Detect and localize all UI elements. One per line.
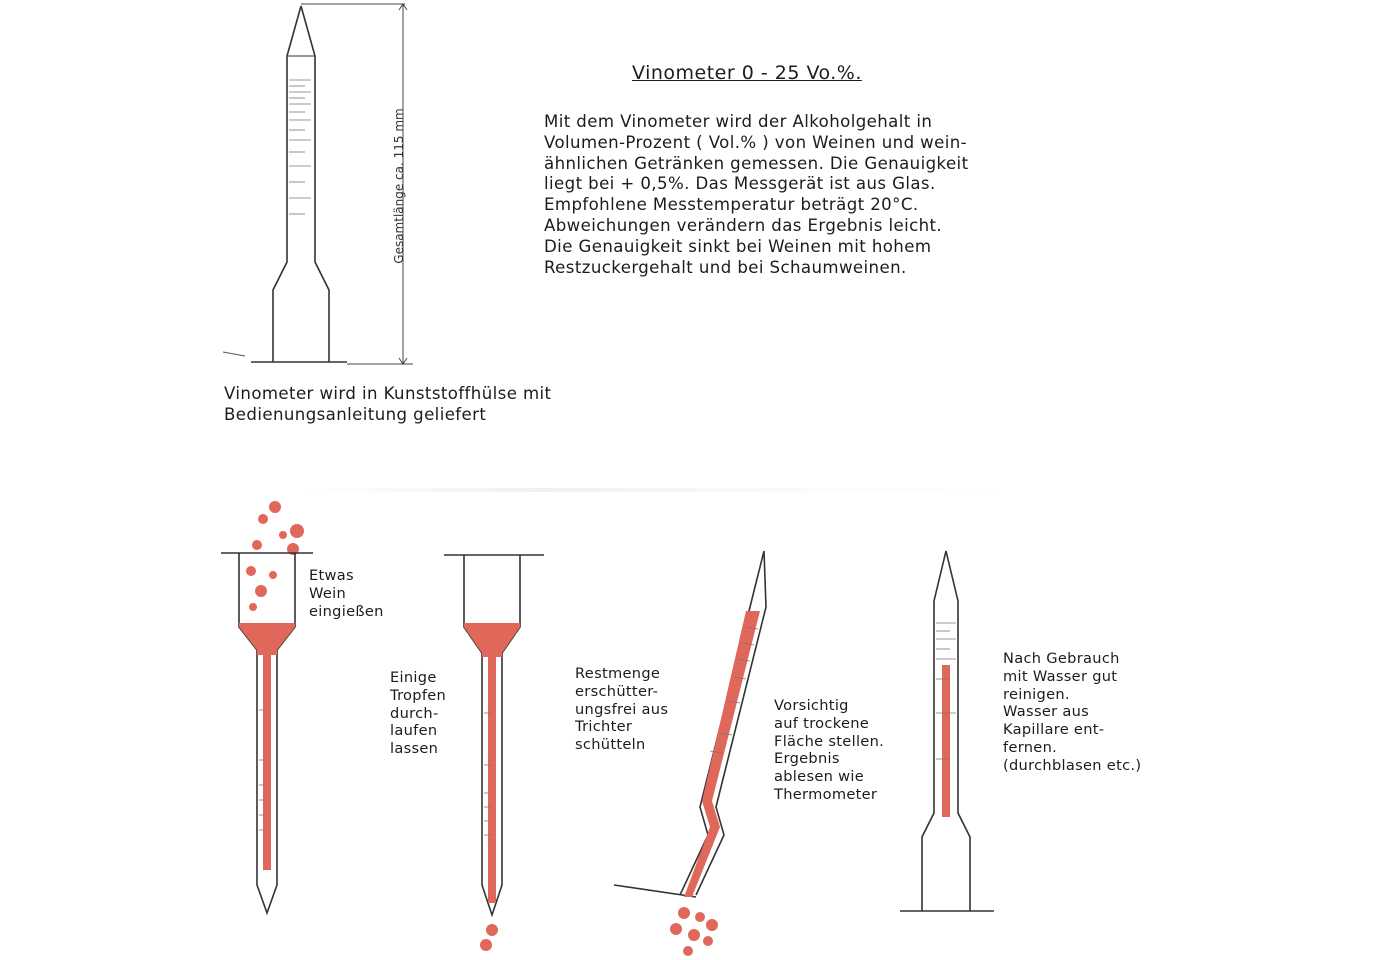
- step2-text: [390, 669, 446, 758]
- step-line: Wein: [309, 584, 347, 602]
- step-line: (durchblasen etc.): [1003, 756, 1142, 774]
- step-line: ungsfrei aus: [575, 700, 669, 718]
- step-line: Nach Gebrauch: [1003, 650, 1120, 667]
- page-title: Vinometer 0 - 25 Vo.%.: [632, 62, 862, 84]
- step-line: Etwas: [309, 567, 354, 584]
- step-line: Thermometer: [774, 785, 878, 803]
- step5-text: [1003, 650, 1141, 775]
- step-line: Trichter: [575, 718, 633, 736]
- description: [544, 112, 1164, 278]
- step-line: mit Wasser gut: [1003, 667, 1118, 685]
- step-line: laufen: [390, 722, 438, 740]
- step-line: durch-: [390, 704, 439, 722]
- step4-text: [774, 697, 884, 804]
- step2-illustration: [440, 545, 550, 960]
- description-line: Volumen-Prozent ( Vol.% ) von Weinen und wein-: [544, 132, 968, 152]
- description-line: Restzuckergehalt und bei Schaumweinen.: [544, 257, 907, 277]
- step-line: Fläche stellen.: [774, 732, 885, 750]
- step5-illustration: [880, 545, 1010, 925]
- step-line: Einige: [390, 669, 437, 686]
- step-line: Wasser aus: [1003, 703, 1090, 721]
- step-line: fernen.: [1003, 738, 1058, 756]
- step-line: Vorsichtig: [774, 697, 849, 714]
- description-line: Mit dem Vinometer wird der Alkoholgehalt in: [544, 112, 933, 131]
- description-line: Empfohlene Messtemperatur beträgt 20°C.: [544, 195, 919, 215]
- step-line: lassen: [390, 740, 439, 758]
- step-line: Tropfen: [390, 686, 447, 704]
- step-line: Kapillare ent-: [1003, 721, 1105, 739]
- scan-artifact: [300, 488, 1020, 492]
- step-line: ablesen wie: [774, 768, 864, 786]
- step-line: Ergebnis: [774, 750, 840, 768]
- step-line: Restmenge: [575, 665, 661, 682]
- step1-text: [309, 567, 384, 620]
- step-line: eingießen: [309, 602, 384, 620]
- step-line: reinigen.: [1003, 685, 1070, 703]
- step-line: erschütter-: [575, 682, 659, 700]
- description-line: ähnlichen Getränken gemessen. Die Genauigkeit: [544, 153, 969, 173]
- caption-line: Bedienungsanleitung geliefert: [224, 405, 487, 424]
- step-line: schütteln: [575, 736, 646, 754]
- step3-text: [575, 665, 668, 754]
- step-line: auf trockene: [774, 714, 870, 732]
- step1-illustration: [215, 495, 325, 920]
- dimension-label: Gesamtlänge ca. 115 mm: [392, 108, 406, 264]
- delivery-caption: [224, 383, 551, 425]
- description-line: liegt bei + 0,5%. Das Messgerät ist aus Glas.: [544, 174, 936, 194]
- description-line: Die Genauigkeit sinkt bei Weinen mit hohem: [544, 236, 932, 256]
- caption-line: Vinometer wird in Kunststoffhülse mit: [224, 384, 552, 403]
- description-line: Abweichungen verändern das Ergebnis leicht.: [544, 215, 943, 235]
